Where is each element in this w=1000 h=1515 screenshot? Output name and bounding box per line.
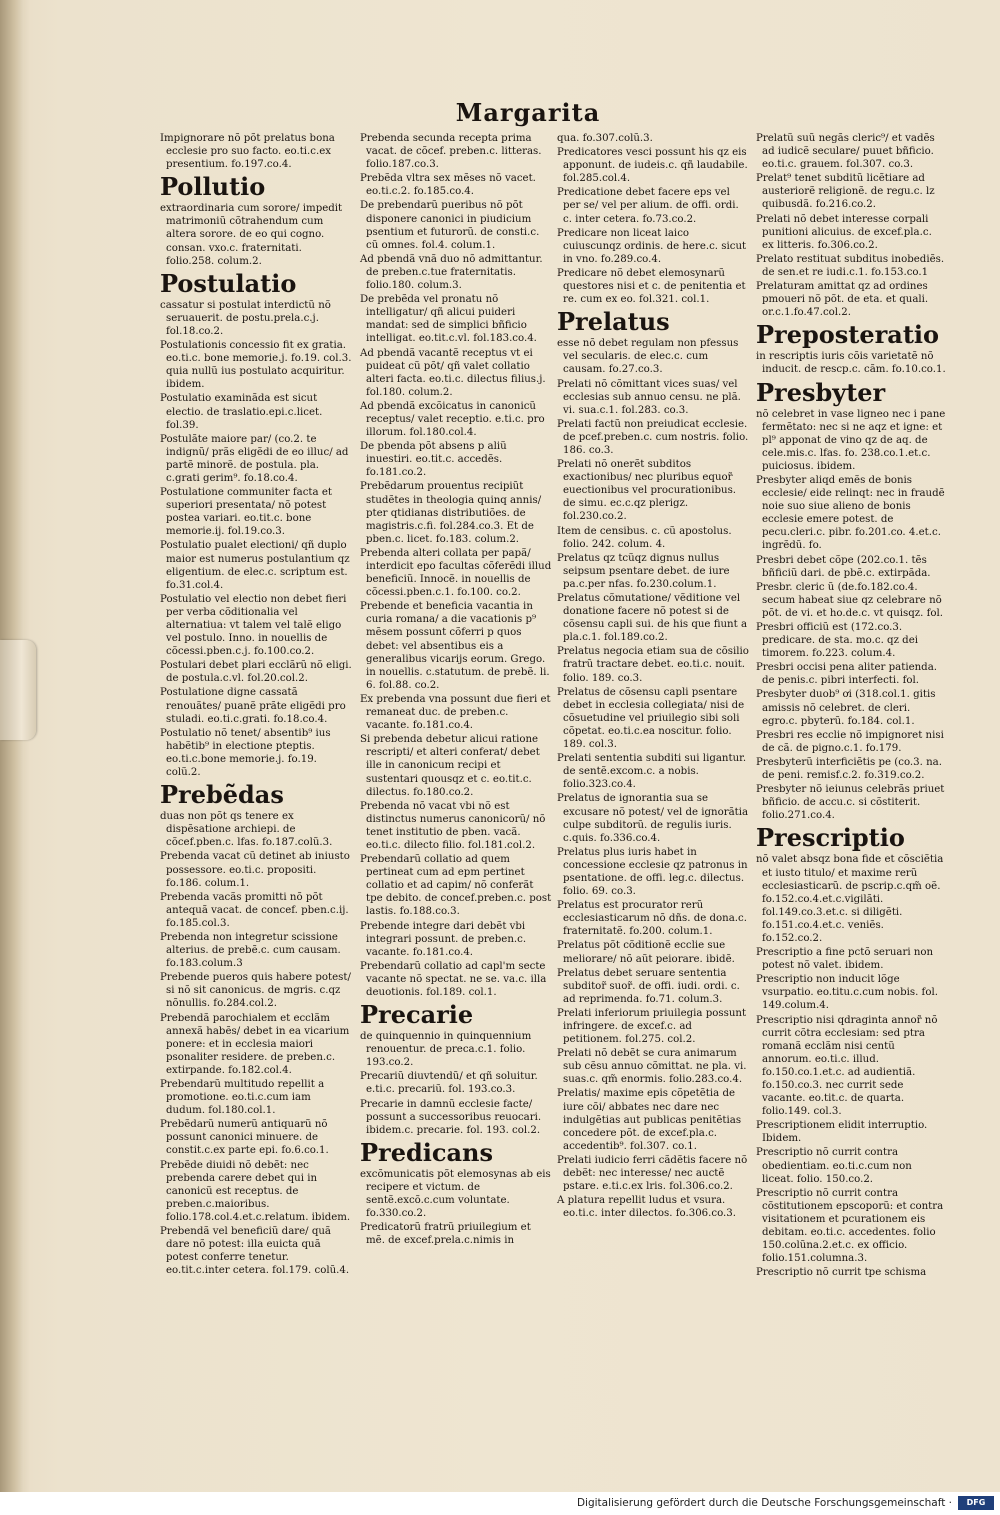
index-entry: Presbri officiũ est (172.co.3. predicare. de sta. mo.c. qz dei timorem. fo.223. colum.4. — [756, 622, 918, 660]
index-entry: qua. fo.307.colũ.3. — [557, 133, 653, 144]
index-entry: Prebẽdarũ numerũ antiquarũ nõ possunt canonici minuere. de constit.c.ex parte epi. fo.6.co.1. — [160, 1119, 329, 1157]
index-entry: Prelatus debet seruare sententia subditor̃ suor̃. de offi. iudi. ordi. c. ad reprimenda. fo.71. colum.3. — [557, 967, 740, 1005]
index-headword: Prebẽdas — [160, 780, 284, 810]
index-entry: Prebenda nõ vacat vbi nõ est distinctus numerus canonicorũ/ nõ tenet institutio de pben. vacã. eo.ti.c. dilecto filio. fol.181.col.2. — [360, 800, 546, 851]
text-column-3 — [557, 132, 749, 1221]
index-entry: Presbr. cleric ũ (de.fo.182.co.4. secum habeat siue qz celebrare nõ põt. de vi. et ho.de.c. vt quisqz. fol. — [756, 581, 944, 619]
index-entry: Postulatio examinãda est sicut electio. de traslatio.epi.c.licet. fol.39. — [160, 393, 323, 431]
index-entry: nõ valet absqz bona fide et cõsciẽtia et iusto titulo/ et maxime rerũ ecclesiasticarũ. de pscrip.c.qm̃ oẽ. fo.152.co.4.et.c.vigilãti. fol.149.co.3.et.c. si diligẽti. fo.151.co.4.et.c. veniẽs. fo.152.co.2. — [756, 854, 944, 944]
index-entry: Predicatorũ fratrũ priuilegium et mẽ. de excef.prela.c.nimis in — [360, 1222, 531, 1247]
index-entry: in rescriptis iuris cõis varietatẽ nõ inducit. de rescp.c. cãm. fo.10.co.1. — [756, 351, 946, 376]
index-entry: Postulatione digne cassatã renouãtes/ puanẽ prãte eligẽdi pro stuladi. eo.ti.c.grati. fo.18.co.4. — [160, 687, 346, 725]
index-entry: cassatur si postulat interdictũ nõ seruauerit. de postu.prela.c.j. fol.18.co.2. — [160, 299, 331, 337]
index-entry: Prebendã parochialem et ecclãm annexã habẽs/ debet in ea vicarium ponere: et in ecclesia maiori psonaliter residere. de preben.c. extirpande. fo.182.col.4. — [160, 1012, 350, 1076]
index-entry: Predicatione debet facere eps vel per se/ vel per alium. de offi. ordi. c. inter cetera. fo.73.co.2. — [557, 187, 739, 225]
index-headword: Precarie — [360, 1000, 474, 1030]
index-entry: Prebẽda vltra sex mẽses nõ vacet. eo.ti.c.2. fo.185.co.4. — [360, 173, 536, 198]
index-entry: Prelatũ suũ negãs cleric⁹/ et vadẽs ad iudicẽ seculare/ puuet bñficio. eo.ti.c. grauem. fol.307. co.3. — [756, 133, 935, 171]
index-entry: Prescriptio non inducit lõge vsurpatio. eo.titu.c.cum nobis. fol. 149.colum.4. — [756, 974, 938, 1012]
index-entry: Precarie in damnũ ecclesie facte/ possunt a successoribus reuocari. ibidem.c. precarie. fol. 193. col.2. — [360, 1098, 542, 1136]
index-entry: Predicare nõ debet elemosynarũ questores nisi et c. de penitentia et re. cum ex eo. fol.321. col.1. — [557, 267, 746, 306]
index-entry: Prelatus cõmutatione/ vẽditione vel donatione facere nõ potest si de cõsensu capli sui. de his que fiunt a pla.c.1. fol.189.co.2. — [557, 593, 748, 644]
index-entry: Ad pbendã excõicatus in canonicũ receptus/ valet receptio. e.ti.c. pro illorum. fol.180.col.4. — [360, 400, 545, 439]
index-entry: Prelati nõ debet interesse corpali punitioni alicuius. de excef.pla.c. ex litteris. fo.306.co.2. — [756, 213, 932, 251]
index-entry: Prelati inferiorum priuilegia possunt infringere. de excef.c. ad petitionem. fol.275. col.2. — [557, 1007, 747, 1046]
index-entry: excõmunicatis põt elemosynas ab eis recipere et victum. de sentẽ.excõ.c.cum voluntate. fo.330.co.2. — [360, 1168, 551, 1220]
index-entry: Impignorare nõ põt prelatus bona ecclesie pro suo facto. eo.ti.c.ex presentium. fo.197.co.4. — [160, 133, 335, 171]
index-entry: Prelatus plus iuris habet in concessione ecclesie qz patronus in psentatione. de offi. leg.c. dilectus. folio. 69. co.3. — [557, 846, 748, 898]
index-entry: Prebẽdarum prouentus recipiũt studẽtes in theologia quinq annis/ pter qtidianas distributiões. de magistris.c.fi. fol.284.co.3. Et de pben.c. licet. fo.183. colum.2. — [360, 481, 542, 545]
index-headword: Prescriptio — [756, 823, 905, 853]
index-entry: Prebendarũ collatio ad capl'm secte vacante nõ spectat. ne se. va.c. illa deuotionis. fol.189. col.1. — [360, 960, 547, 998]
text-column-1 — [160, 132, 352, 1278]
index-entry: Prelati factũ non preiudicat ecclesie. de pcef.preben.c. cum nostris. folio. 186. co.3. — [557, 418, 749, 456]
index-entry: Prelati nõ cõmittant vices suas/ vel ecclesias sub annuo censu. ne plã. vi. sua.c.1. fol.283. co.3. — [557, 378, 741, 416]
index-entry: Postulationis concessio fit ex gratia. eo.ti.c. bone memorie.j. fo.19. col.3. quia nullũ ius postulato acquiritur. ibidem. — [160, 340, 352, 391]
index-entry: Presbri debet cõpe (202.co.1. tẽs bñficiũ dari. de pbẽ.c. extirpãda. — [756, 554, 931, 579]
index-entry: Presbyter nõ ieiunus celebrãs priuet bñficio. de accu.c. si cõstiterit. folio.271.co.4. — [756, 784, 945, 822]
index-entry: Ex prebenda vna possunt due fieri et remaneat duc. de preben.c. vacante. fo.181.co.4. — [360, 693, 551, 732]
index-headword: Predicans — [360, 1137, 493, 1167]
index-entry: Ad pbendã vacantẽ receptus vt ei puideat cũ põt/ qñ valet collatio alteri facta. eo.ti.c. dilectus filius.j. fol.180. colum.2. — [360, 347, 546, 398]
index-entry: Presbyter duob⁹ ơi (318.col.1. gitis amissis nõ celebret. de cleri. egro.c. pbyterũ. fo.184. col.1. — [756, 689, 936, 727]
funding-note: Digitalisierung gefördert durch die Deutsche Forschungsgemeinschaft · — [576, 1497, 952, 1509]
index-entry: Prebẽde diuidi nõ debẽt: nec prebenda carere debet qui in canonicũ est receptus. de preben.c.maioribus. folio.178.col.4.et.c.relatum. ibidem. — [160, 1159, 351, 1223]
index-entry: Prebendã vel beneficiũ dare/ quã dare nõ potest: illa euicta quã potest conferre tenetur. eo.tit.c.inter cetera. fol.179. colũ.4. — [160, 1226, 350, 1277]
index-entry: Prelaturam amittat qz ad ordines pmoueri nõ põt. de eta. et quali. or.c.1.fo.47.col.2. — [756, 281, 929, 319]
index-entry: Presbyter aliqd emẽs de bonis ecclesie/ eide relinqt: nec in fraudẽ noie suo siue alieno de bonis ecclesie emere potest. de pecu.cleri.c. pibr. fo.201.co. 4.et.c. ingrẽdũ. fo. — [756, 474, 945, 552]
index-entry: Prelatus est procurator rerũ ecclesiasticarum nõ dñs. de dona.c. fraternitatẽ. fo.200. colum.1. — [557, 900, 747, 938]
index-entry: Postulãte maiore par/ (co.2. te indignũ/ prãs eligẽdi de eo illuc/ ad partẽ minorẽ. de postula. pla. c.grati gerim⁹. fo.18.co.4. — [160, 433, 349, 484]
index-entry: Si prebenda debetur alicui ratione rescripti/ et alteri conferat/ debet ille in canonicum recipi et sustentari quousqz et c. eo.tit.c. dilectus. fo.180.co.2. — [360, 734, 540, 798]
index-entry: Presbri res ecclie nõ impignoret nisi de cã. de pigno.c.1. fo.179. — [756, 729, 944, 754]
index-entry: Prebendarũ collatio ad quem pertineat cum ad epm pertinet collatio et ad capim/ nõ conferãt tpe debito. de concef.preben.c. post lastis. fo.188.co.3. — [360, 854, 552, 918]
index-entry: Prelati nõ debẽt se cura animarum sub cẽsu annuo cõmittat. ne pla. vi. suas.c. qm̃ enormis. folio.283.co.4. — [557, 1048, 747, 1086]
index-entry: De pbenda põt absens p aliũ inuestiri. eo.tit.c. accedẽs. fo.181.co.2. — [360, 441, 507, 479]
index-entry: Prescriptio nõ currit contra obedientiam. eo.ti.c.cum non liceat. folio. 150.co.2. — [756, 1147, 912, 1185]
index-entry: Prescriptio a fine pctõ seruari non potest nõ valet. ibidem. — [756, 947, 934, 972]
index-entry: Prelato restituat subditus inobediẽs. de sen.et re iudi.c.1. fo.153.co.1 — [756, 253, 945, 278]
index-entry: Prebendarũ multitudo repellit a promotione. eo.ti.c.cum iam dudum. fol.180.col.1. — [160, 1079, 325, 1117]
text-column-4 — [756, 132, 946, 1280]
index-headword: Pollutio — [160, 172, 266, 202]
index-entry: De prebẽda vel pronatu nõ intelligatur/ qñ alicui puideri mandat: sed de simplici bñficio intelligat. eo.tit.c.vl. fol.183.co.4. — [360, 294, 537, 345]
index-entry: Postulatio vel electio non debet fieri per verba cõditionalia vel alternatiua: vt talem vel talẽ eligo vel postulo. Inno. in nouellis de cõcessi.pben.c.j. fo.100.co.2. — [160, 593, 347, 658]
index-entry: Presbyterũ interficiẽtis pe (co.3. na. de peni. remisf.c.2. fo.319.co.2. — [756, 756, 942, 782]
index-entry: De prebendarũ pueribus nõ põt disponere canonici in piudicium psentium et futurorũ. de consti.c. cũ omnes. fol.4. colum.1. — [360, 200, 540, 251]
index-entry: de quinquennio in quinquennium renouentur. de preca.c.1. folio. 193.co.2. — [360, 1031, 532, 1069]
index-entry: Ad pbendã vnã duo nõ admittantur. de preben.c.tue fraternitatis. folio.180. colum.3. — [360, 253, 543, 292]
index-entry: A platura repellit ludus et vsura. eo.ti.c. inter dilectos. fo.306.co.3. — [557, 1195, 737, 1220]
index-entry: Precariũ diuvtendũ/ et qñ soluitur. e.ti.c. precariũ. fol. 193.co.3. — [360, 1071, 538, 1096]
index-entry: Postulatio pualet electioni/ qñ duplo maior est numerus postulantium qz eligentium. de elec.c. scriptum est. fo.31.col.4. — [160, 540, 350, 591]
index-entry: Prescriptio nõ currit contra cõstitutionem epscoporũ: et contra visitationem et pcurationem eis debitam. eo.ti.c. accedentes. folio 150.colũna.2.et.c. ex officio. folio.151.columna.3. — [756, 1187, 944, 1265]
index-entry: Prebenda secunda recepta prima vacat. de cõcef. preben.c. litteras. folio.187.co.3. — [360, 133, 542, 171]
index-headword: Preposteratio — [756, 320, 940, 350]
index-entry: Prebende pueros quis habere potest/ si nõ sit canonicus. de mgris. c.qz nõnullis. fo.284.col.2. — [160, 972, 351, 1010]
index-entry: Prescriptionem elidit interruptio. Ibidem. — [756, 1120, 928, 1145]
index-headword: Postulatio — [160, 268, 297, 298]
digitization-footer — [0, 1492, 1000, 1515]
index-entry: nõ celebret in vase ligneo nec i pane fermẽtato: nec si ne aqz et igne: et pl⁹ apponat de vino qz de aq. de cele.mis.c. lfas. fo. 238.co.1.et.c. puiciosus. ibidem. — [756, 408, 946, 472]
text-column-2 — [360, 132, 552, 1248]
index-headword: Prelatus — [557, 307, 670, 337]
index-entry: Prebende integre dari debẽt vbi integrari possunt. de preben.c. vacante. fo.181.co.4. — [360, 920, 527, 958]
index-entry: Prebenda vacãs promitti nõ põt antequã vacat. de concef. pben.c.ij. fo.185.col.3. — [160, 891, 349, 929]
index-entry: extraordinaria cum sorore/ impedit matrimoniũ cõtrahendum cum altera sorore. de eo qui cogno. consan. vxo.c. fraternitati. folio.258. colum.2. — [160, 203, 343, 267]
index-entry: Item de censibus. c. cũ apostolus. folio. 242. colum. 4. — [557, 525, 732, 550]
book-gutter — [0, 0, 24, 1492]
book-clasp — [0, 640, 36, 740]
index-entry: Prelatus negocia etiam sua de cõsilio fratrũ tractare debet. eo.ti.c. nouit. folio. 189. co.3. — [557, 646, 749, 684]
index-entry: Prelatus de ignorantia sua se excusare nõ potest/ vel de ignorãtia culpe subditorũ. de regulis iuris. c.quis. fo.336.co.4. — [557, 793, 749, 844]
index-entry: Prelatus qz tcũqz dignus nullus seipsum psentare debet. de iure pa.c.per nfas. fo.230.colum.1. — [557, 552, 730, 590]
index-entry: Prebenda alteri collata per papã/ interdicit epo facultas cõferẽdi illud beneficiũ. Innocẽ. in nouellis de cõcessi.pben.c.1. fo.100. co.2. — [360, 547, 552, 599]
running-head: Margarita — [455, 98, 601, 127]
index-entry: Prebenda non integretur scissione alterius. de prebẽ.c. cum causam. fo.183.colum.3 — [160, 931, 341, 970]
index-entry: Postulatio nõ tenet/ absentib⁹ ius habẽtib⁹ in electione pteptis. eo.ti.c.bone memorie.j. fo.19. colũ.2. — [160, 727, 331, 779]
index-entry: Prebende et beneficia vacantia in curia romana/ a die vacationis p⁹ mẽsem possunt cõferri p quos debet: vel absentibus eis a generalibus vicarijs eorum. Grego. in nouellis. c.statutum. de prebẽ. li. 6. fol.88. co.2. — [360, 601, 550, 691]
index-entry: Postulatione communiter facta et superiori presentata/ nõ potest postea variari. eo.tit.c. bone memorie.ij. fol.19.co.3. — [160, 487, 332, 538]
index-entry: Prebenda vacat cũ detinet ab iniusto possessore. eo.ti.c. propositi. fo.186. colum.1. — [160, 851, 350, 889]
index-entry: Prelati sententia subditi sui ligantur. de sentẽ.excom.c. a nobis. folio.323.co.4. — [557, 753, 747, 791]
index-entry: Presbri occisi pena aliter patienda. de penis.c. pibri interfecti. fol. — [756, 662, 938, 687]
index-entry: Prescriptio nõ currit tpe schisma — [756, 1267, 927, 1279]
index-headword: Presbyter — [756, 377, 886, 407]
index-entry: Prelati nõ onerẽt subditos exactionibus/ nec pluribus equor̃ euectionibus vel procurationibus. de simu. ec.c.qz plerigz. fol.230.co.2. — [557, 459, 737, 523]
index-entry: Predicatores vesci possunt his qz eis apponunt. de iudeis.c. qñ laudabile. fol.285.col.4. — [557, 147, 748, 185]
index-entry: Prelat⁹ tenet subditũ licẽtiare ad austeriorẽ religionẽ. de regu.c. lz quibusdã. fo.216.co.2. — [756, 173, 935, 211]
index-entry: Prelati iudicio ferri cãdẽtis facere nõ debẽt: nec interesse/ nec auctẽ pstare. e.ti.c.ex lris. fol.306.co.2. — [557, 1154, 748, 1193]
index-entry: esse nõ debet regulam non pfessus vel secularis. de elec.c. cum causam. fo.27.co.3. — [557, 338, 739, 376]
index-entry: Prelatus de cõsensu capli psentare debet in ecclesia collegiata/ nisi de cõsuetudine vel priuilegio sibi soli cõpetat. eo.ti.c.ea noscitur. folio. 189. col.3. — [557, 686, 745, 751]
index-entry: duas non põt qs tenere ex dispẽsatione archiepi. de cõcef.pben.c. lfas. fo.187.colũ.3. — [160, 811, 333, 849]
index-entry: Prelatus põt cõditionẽ ecclie sue meliorare/ nõ aũt peiorare. ibidẽ. — [557, 940, 735, 965]
index-entry: Prescriptio nisi qdraginta annor̃ nõ currit cõtra ecclesiam: sed ptra romanã ecclãm nisi centũ annorum. eo.ti.c. illud. fo.150.co.1.et.c. ad audientiã. fo.150.co.3. nec currit sede vacante. eo.tit.c. de quarta. folio.149. col.3. — [756, 1014, 938, 1118]
dfg-logo: DFG — [958, 1496, 994, 1510]
index-entry: Postulari debet plari ecclãrũ nõ eligi. de postula.c.vl. fol.20.col.2. — [160, 660, 352, 685]
index-entry: Predicare non liceat laico cuiuscunqz ordinis. de here.c. sicut in vno. fo.289.co.4. — [557, 227, 747, 265]
index-entry: Prelatis/ maxime epis cõpetẽtia de iure cõi/ abbates nec dare nec indulgẽtias aut publicas penitẽtias concedere põt. de excef.pla.c. accedentib⁹. fol.307. co.1. — [557, 1088, 742, 1152]
